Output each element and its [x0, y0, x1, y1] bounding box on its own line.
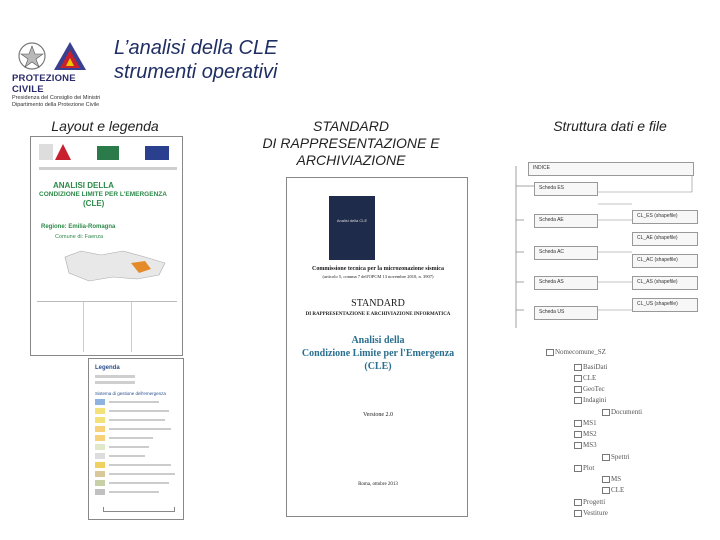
standard-cover-image: [329, 196, 375, 260]
title-line1: L’analisi della CLE: [114, 37, 278, 59]
tree-item-label: Documenti: [611, 408, 643, 416]
footer-cell-3: [131, 302, 178, 352]
doc-title1: Analisi della: [351, 335, 405, 346]
map-sheet-rule: [39, 167, 177, 170]
scheda-ae-box: [534, 214, 598, 228]
scheda-ac-box: [534, 246, 598, 260]
tree-item[interactable]: [602, 486, 624, 494]
folder-icon: [602, 454, 610, 461]
scheda-ac-label: Scheda AC: [539, 249, 565, 255]
doc-title3: (CLE): [364, 361, 392, 372]
tree-item-label: MS1: [583, 419, 597, 427]
map-sheet-logos: [37, 142, 177, 164]
logo-name: PROTEZIONE CIVILE: [12, 73, 76, 95]
folder-tree: [546, 348, 706, 526]
map-sheet-thumbnail: [30, 136, 183, 356]
tree-item[interactable]: [546, 348, 606, 356]
shapefile-ae-box: [632, 232, 698, 246]
folder-icon: [602, 476, 610, 483]
tree-item[interactable]: [574, 509, 608, 517]
tree-item[interactable]: [602, 475, 621, 483]
indice-box: [528, 162, 694, 176]
folder-icon: [574, 420, 582, 427]
legend-symbols: [95, 399, 181, 503]
tree-item[interactable]: [574, 430, 597, 438]
logo-sub2: Dipartimento della Protezione Civile: [12, 102, 100, 108]
cover-label: Analisi della CLE: [336, 218, 368, 223]
tree-item-label: Indagini: [583, 396, 607, 404]
legend-symbols-icon: [95, 399, 181, 503]
col-head-left: Layout e legenda: [51, 118, 159, 134]
shapefile-as-label: CL_AS (shapefile): [637, 279, 678, 285]
folder-icon: [574, 375, 582, 382]
folder-icon: [574, 510, 582, 517]
map-sheet-comune: Comune di: Faenza: [55, 234, 103, 240]
folder-icon: [574, 442, 582, 449]
tree-item-label: BasiDati: [583, 363, 608, 371]
tree-item[interactable]: [574, 363, 608, 371]
tree-item[interactable]: [574, 498, 605, 506]
title-line2: strumenti operativi: [114, 61, 278, 83]
scheda-us-box: [534, 306, 598, 320]
folder-icon: [574, 499, 582, 506]
logo-strip-icon: [37, 142, 177, 164]
scheda-us-label: Scheda US: [539, 309, 565, 315]
tree-item[interactable]: [574, 385, 605, 393]
scheda-as-box: [534, 276, 598, 290]
doc-title2: Condizione Limite per l'Emergenza: [301, 348, 455, 359]
shapefile-es-label: CL_ES (shapefile): [637, 213, 678, 219]
folder-icon: [574, 465, 582, 472]
region-map: [61, 245, 171, 287]
map-sheet-title1: ANALISI DELLA: [53, 181, 114, 190]
standard-doc-title: [287, 334, 469, 373]
shapefile-ac-label: CL_AC (shapefile): [637, 257, 678, 263]
scheda-es-label: Scheda ES: [539, 185, 565, 191]
shapefile-ae-label: CL_AE (shapefile): [637, 235, 678, 241]
tree-item-label: MS2: [583, 430, 597, 438]
map-sheet-region: Regione: Emilia-Romagna: [41, 224, 116, 230]
region-map-icon: [61, 245, 171, 287]
standard-heading: STANDARD: [351, 298, 405, 309]
folder-icon: [602, 409, 610, 416]
tree-item-label: MS3: [583, 441, 597, 449]
tree-item-label: CLE: [583, 374, 597, 382]
scheda-es-box: [534, 182, 598, 196]
emblem-icon: [10, 38, 98, 78]
legend-title: Legenda: [95, 365, 120, 371]
col-head-right: Struttura dati e file: [553, 118, 667, 134]
map-sheet-title2: CONDIZIONE LIMITE PER L'EMERGENZA: [39, 191, 167, 198]
logo-sub1: Presidenza del Consiglio dei Ministri: [12, 95, 101, 101]
map-sheet-footer: [37, 301, 177, 352]
legend-sheet-thumbnail: [88, 358, 184, 520]
data-structure-diagram: [512, 158, 702, 338]
tree-toggle-icon: [546, 349, 554, 356]
col-head-center-line1: STANDARD: [313, 118, 389, 134]
folder-icon: [602, 487, 610, 494]
tree-item-label: Nomecomune_SZ: [555, 348, 606, 356]
shapefile-ac-box: [632, 254, 698, 268]
commission-text: Commissione tecnica per la microzonazione sismica: [312, 266, 444, 272]
tree-item[interactable]: [574, 374, 596, 382]
tree-item-label: Plot: [583, 464, 595, 472]
logo-text: [12, 73, 102, 109]
tree-item[interactable]: [574, 419, 597, 427]
folder-icon: [574, 364, 582, 371]
tree-item-label: Progetti: [583, 498, 606, 506]
tree-item-label: CLE: [611, 486, 625, 494]
legend-subtitle: Sistema di gestione dell'emergenza: [95, 391, 166, 396]
tree-item-label: GeoTec: [583, 385, 605, 393]
scheda-as-label: Scheda AS: [539, 279, 564, 285]
col-head-center-line2: DI RAPPRESENTAZIONE E: [262, 135, 440, 151]
standard-heading-sub: DI RAPPRESENTAZIONE E ARCHIVIAZIONE INFORMATICA: [305, 312, 451, 317]
tree-item[interactable]: [574, 441, 597, 449]
shapefile-us-box: [632, 298, 698, 312]
tree-item-label: Vestiture: [583, 509, 608, 517]
shapefile-us-label: CL_US (shapefile): [637, 301, 678, 307]
shapefile-es-box: [632, 210, 698, 224]
scheda-ae-label: Scheda AE: [539, 217, 564, 223]
indice-label: INDICE: [533, 165, 550, 171]
folder-icon: [574, 397, 582, 404]
folder-icon: [574, 431, 582, 438]
shapefile-as-box: [632, 276, 698, 290]
col-head-center: [236, 118, 466, 169]
tree-item-label: Spettri: [611, 453, 630, 461]
map-sheet-title: [39, 181, 179, 208]
legend-header-lines: [95, 375, 135, 384]
footer-cell-1: [37, 302, 84, 352]
tree-item[interactable]: [602, 408, 642, 416]
tree-item[interactable]: [574, 396, 606, 404]
tree-item[interactable]: [602, 453, 630, 461]
standard-document: [286, 177, 468, 517]
legend-scale-bar: [103, 507, 175, 512]
col-head-center-line3: ARCHIVIAZIONE: [296, 152, 406, 168]
tree-item[interactable]: [574, 464, 594, 472]
map-sheet-title3: (CLE): [83, 199, 105, 208]
standard-date: Roma, ottobre 2013: [358, 482, 398, 487]
tree-item-label: MS: [611, 475, 622, 483]
standard-version: Versione 2.0: [363, 412, 393, 418]
slide-title: [114, 36, 474, 84]
commission-sub-text: (articolo 5, comma 7 dell'OPCM 13 novembre 2010, n. 3907): [322, 274, 434, 279]
folder-icon: [574, 386, 582, 393]
